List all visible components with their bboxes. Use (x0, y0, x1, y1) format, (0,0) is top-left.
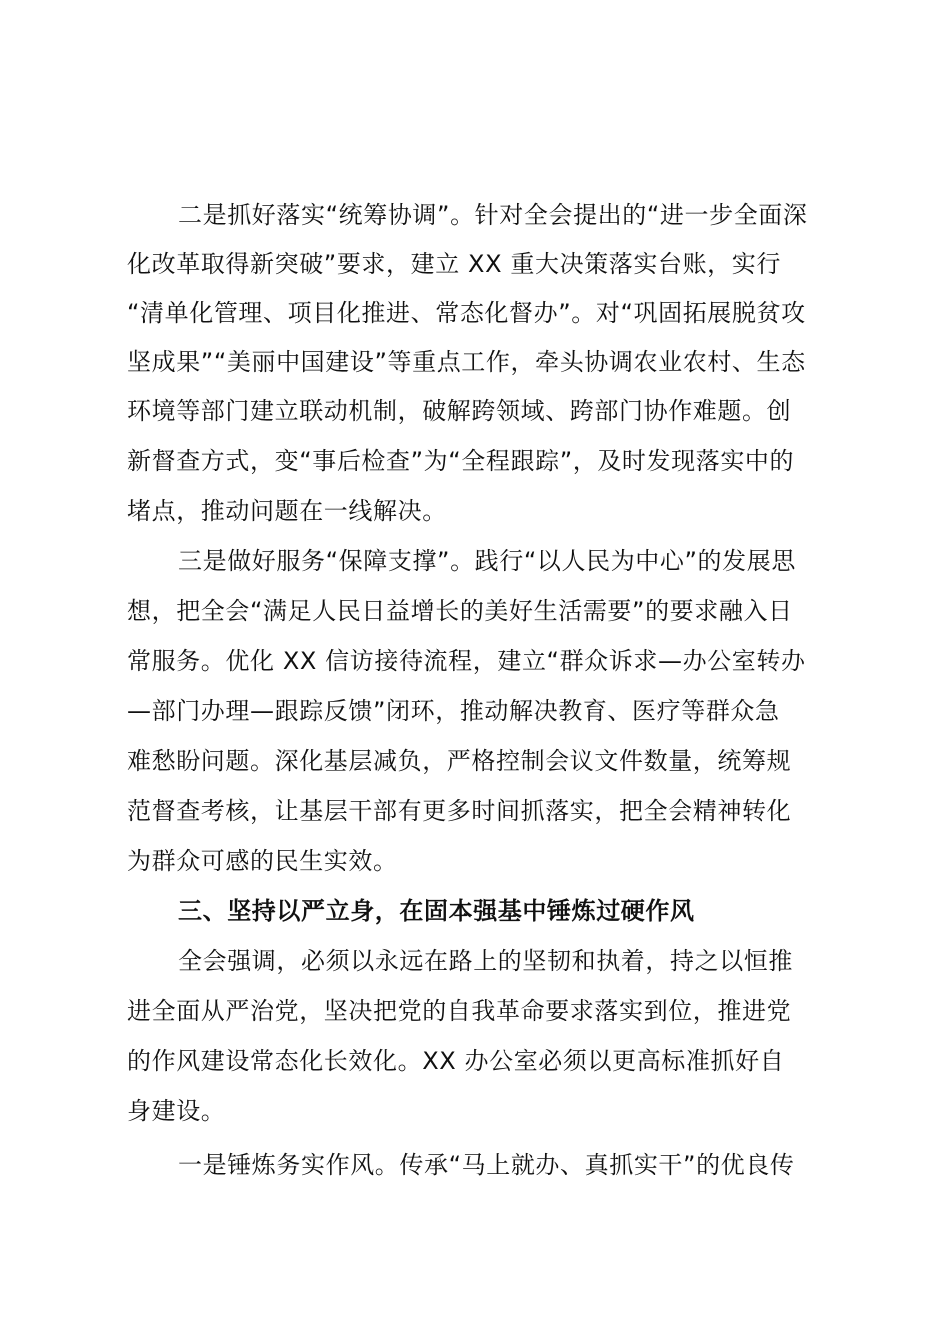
paragraph-line: 身建设。 (127, 1097, 226, 1125)
paragraph-line: 进全面从严治党，坚决把党的自我革命要求落实到位，推进党 (127, 997, 792, 1025)
paragraph-line: 二是抓好落实“统筹协调”。针对全会提出的“进一步全面深 (178, 201, 808, 229)
paragraph-line: 全会强调，必须以永远在路上的坚韧和执着，持之以恒推 (178, 947, 793, 975)
paragraph-line: —部门办理—跟踪反馈”闭环，推动解决教育、医疗等群众急 (127, 697, 780, 725)
paragraph-line: 三是做好服务“保障支撑”。践行“以人民为中心”的发展思 (178, 547, 796, 575)
paragraph-line: 为群众可感的民生实效。 (127, 847, 398, 875)
paragraph-line: 想，把全会“满足人民日益增长的美好生活需要”的要求融入日 (127, 597, 793, 625)
paragraph-line: 堵点，推动问题在一线解决。 (127, 497, 447, 525)
paragraph-line: 的作风建设常态化长效化。XX 办公室必须以更高标准抓好自 (127, 1047, 785, 1075)
paragraph-line: “清单化管理、项目化推进、常态化督办”。对“巩固拓展脱贫攻 (127, 299, 806, 327)
paragraph-line: 环境等部门建立联动机制，破解跨领域、跨部门协作难题。创 (127, 397, 792, 425)
paragraph-line: 难愁盼问题。深化基层减负，严格控制会议文件数量，统筹规 (127, 747, 792, 775)
paragraph-line: 新督查方式，变“事后检查”为“全程跟踪”，及时发现落实中的 (127, 447, 795, 475)
paragraph-line: 化改革取得新突破”要求，建立 XX 重大决策落实台账，实行 (127, 250, 781, 278)
section-heading: 三、坚持以严立身，在固本强基中锤炼过硬作风 (178, 897, 695, 925)
paragraph-line: 常服务。优化 XX 信访接待流程，建立“群众诉求—办公室转办 (127, 647, 806, 675)
paragraph-line: 一是锤炼务实作风。传承“马上就办、真抓实干”的优良传 (178, 1151, 795, 1179)
paragraph-line: 坚成果”“美丽中国建设”等重点工作，牵头协调农业农村、生态 (127, 348, 806, 376)
paragraph-line: 范督查考核，让基层干部有更多时间抓落实，把全会精神转化 (127, 797, 792, 825)
